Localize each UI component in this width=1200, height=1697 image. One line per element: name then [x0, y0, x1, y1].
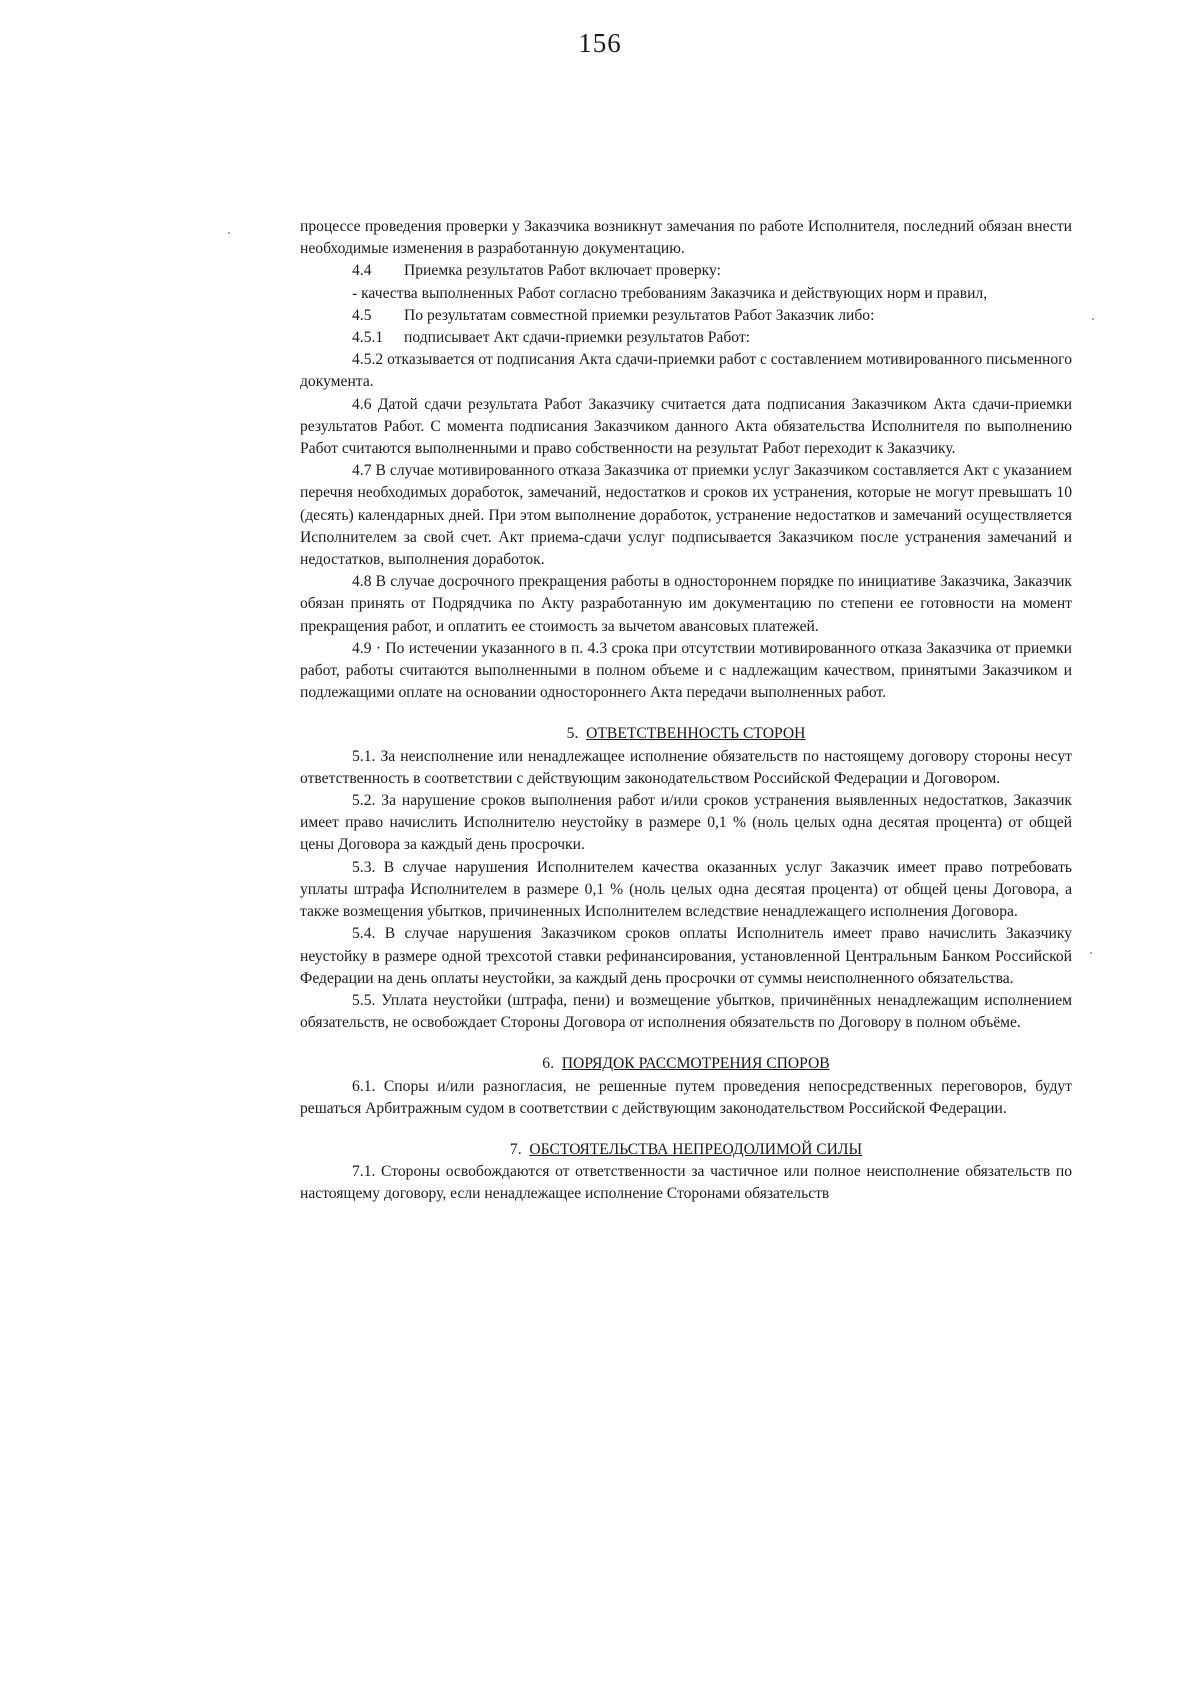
clause-text: По результатам совместной приемки результатов Работ Заказчик либо: [404, 306, 875, 324]
clause-5-4: 5.4. В случае нарушения Заказчиком сроков оплаты Исполнитель имеет право начислить Заказчику неустойку в размере одной трехсотой ставки рефинансирования, установленной Центральным Банком Российской Федерации на день оплаты неустойки, за каждый день просрочки от суммы неисполненного обязательства. [300, 925, 1072, 987]
clause-4-5-1 [300, 327, 1072, 349]
clause-5-5: 5.5. Уплата неустойки (штрафа, пени) и возмещение убытков, причинённых ненадлежащим исполнением обязательств, не освобождает Стороны Договора от исполнения обязательств по Договору в полном объёме. [300, 991, 1072, 1032]
clause-4-4-item: - качества выполненных Работ согласно требованиям Заказчика и действующих норм и правил, [352, 284, 988, 302]
clause-5-2: 5.2. За нарушение сроков выполнения работ и/или сроков устранения выявленных недостатков, Заказчик имеет право начислить Исполнителю неустойку в размере 0,1 % (ноль целых одна десятая процента) от общей цены Договора за каждый день просрочки. [300, 792, 1072, 854]
section-number: 5. [566, 725, 579, 743]
clause-text: подписывает Акт сдачи-приемки результатов Работ: [404, 329, 751, 347]
clause-4-6: 4.6 Датой сдачи результата Работ Заказчику считается дата подписания Заказчиком Акта сдачи-приемки результатов Работ. С момента подписания Заказчиком данного Акта обязательства Исполнителя по выполнению Работ считаются выполненными и право собственности на результат Работ переходит к Заказчику. [300, 395, 1072, 458]
section-heading-6 [300, 1053, 1072, 1075]
clause-4-7: 4.7 В случае мотивированного отказа Заказчика от приемки услуг Заказчиком составляется Акт с указанием перечня необходимых доработок, замечаний, недостатков и сроков их устранения, которые не могут превышать 10 (десять) календарных дней. При этом выполнение доработок, устранение недостатков и замечаний осуществляется Исполнителем за свой счет. Акт приема-сдачи услуг подписывается Заказчиком после устранения замечаний и недостатков, выполнения доработок. [300, 462, 1072, 569]
clause-text: Приемка результатов Работ включает проверку: [404, 262, 721, 280]
section-title: ПОРЯДОК РАССМОТРЕНИЯ СПОРОВ [561, 1055, 830, 1073]
clause-5-1: 5.1. За неисполнение или ненадлежащее исполнение обязательств по настоящему договору стороны несут ответственность в соответствии с действующим законодательством Российской Федерации и Договором. [300, 747, 1072, 787]
scan-speck [228, 232, 230, 234]
scan-speck [1090, 952, 1092, 954]
section-title: ОБСТОЯТЕЛЬСТВА НЕПРЕОДОЛИМОЙ СИЛЫ [529, 1140, 863, 1158]
clause-5-3: 5.3. В случае нарушения Исполнителем качества оказанных услуг Заказчик имеет право потребовать уплаты штрафа Исполнителем в размере 0,1 % (ноль целых одна десятая процента) от общей цены Договора, а также возмещения убытков, причиненных Исполнителем вследствие ненадлежащего исполнения Договора. [300, 858, 1072, 921]
section-heading-5 [300, 723, 1072, 745]
clause-4-8: 4.8 В случае досрочного прекращения работы в одностороннем порядке по инициативе Заказчика, Заказчик обязан принять от Подрядчика по Акту разработанную им документацию по степени ее готовности на момент прекращения работ, и оплатить ее стоимость за вычетом авансовых платежей. [300, 573, 1072, 635]
scan-speck [1092, 318, 1094, 320]
clause-7-1: 7.1. Стороны освобождаются от ответственности за частичное или полное неисполнение обязательств по настоящему договору, если ненадлежащее исполнение Сторонами обязательств [300, 1163, 1072, 1203]
clause-number: 4.4 [352, 262, 372, 280]
section-heading-7 [300, 1139, 1072, 1161]
clause-number: 4.5.1 [352, 329, 384, 347]
clause-4-9: 4.9 · По истечении указанного в п. 4.3 срока при отсутствии мотивированного отказа Заказчика от приемки работ, работы считаются выполненными в полном объеме и с надлежащим качеством, принятыми Заказчиком и подлежащими оплате на основании одностороннего Акта передачи выполненных работ. [300, 639, 1072, 702]
page-number: 156 [578, 28, 622, 58]
section-number: 7. [509, 1140, 522, 1158]
paragraph-continuation: процессе проведения проверки у Заказчика возникнут замечания по работе Исполнителя, последний обязан внести необходимые изменения в разработанную документацию. [300, 218, 1072, 258]
clause-4-5 [300, 305, 1072, 327]
section-number: 6. [542, 1055, 554, 1073]
clause-4-5-2: 4.5.2 отказывается от подписания Акта сдачи-приемки работ с составлением мотивированного письменного документа. [300, 351, 1072, 391]
section-title: ОТВЕТСТВЕННОСТЬ СТОРОН [586, 725, 806, 743]
clause-4-4 [300, 260, 1072, 282]
clause-6-1: 6.1. Споры и/или разногласия, не решенные путем проведения непосредственных переговоров, будут решаться Арбитражным судом в соответствии с действующим законодательством Российской Федерации. [300, 1077, 1072, 1117]
document-body [300, 216, 1072, 1206]
clause-number: 4.5 [352, 306, 372, 324]
